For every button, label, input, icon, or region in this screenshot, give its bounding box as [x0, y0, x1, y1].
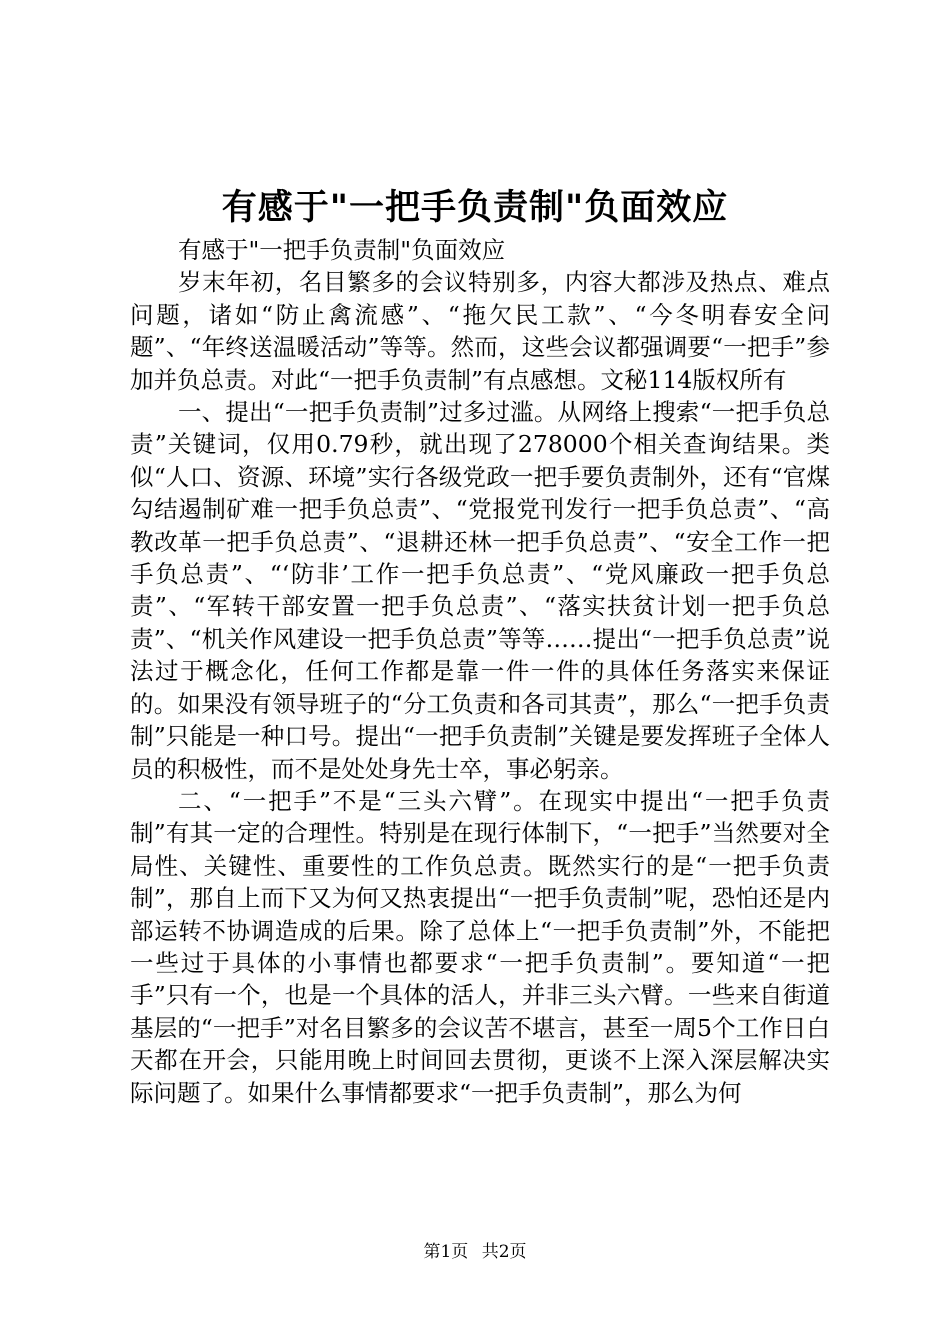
paragraph-intro: 岁末年初，名目繁多的会议特别多，内容大都涉及热点、难点问题，诸如“防止禽流感”、“拖欠民工款”、“今冬明春安全问题”、“年终送温暖活动”等等。然而，这些会议都强调要“一把手”参加并负总责。对此“一把手负责制”有点感想。文秘114版权所有 [130, 268, 830, 394]
paragraph-section-two: 二、“一把手”不是“三头六臂”。在现实中提出“一把手负责制”有其一定的合理性。特别是在现行体制下，“一把手”当然要对全局性、关键性、重要性的工作负总责。既然实行的是“一把手负责制”，那自上而下又为何又热衷提出“一把手负责制”呢，恐怕还是内部运转不协调造成的后果。除了总体上“一把手负责制”外，不能把一些过于具体的小事情也都要求“一把手负责制”。要知道“一把手”只有一个，也是一个具体的活人，并非三头六臂。一些来自街道基层的“一把手”对名目繁多的会议苦不堪言，甚至一周5个工作日白天都在开会，只能用晚上时间回去贯彻，更谈不上深入深层解决实际问题了。如果什么事情都要求“一把手负责制”，那么为何 [130, 786, 830, 1107]
page-footer [0, 1240, 950, 1264]
paragraph-section-one: 一、提出“一把手负责制”过多过滥。从网络上搜索“一把手负总责”关键词，仅用0.79秒，就出现了278000个相关查询结果。类似“人口、资源、环境”实行各级党政一把手要负责制外，还有“官煤勾结遏制矿难一把手负总责”、“党报党刊发行一把手负总责”、“高教改革一把手负总责”、“退耕还林一把手负总责”、“安全工作一把手负总责”、“‘防非’工作一把手负总责”、“党风廉政一把手负总责”、“军转干部安置一把手负总责”、“落实扶贫计划一把手负总责”、“机关作风建设一把手负总责”等等……提出“一把手负总责”说法过于概念化，任何工作都是靠一件一件的具体任务落实来保证的。如果没有领导班子的“分工负责和各司其责”，那么“一把手负责制”只能是一种口号。提出“一把手负责制”关键是要发挥班子全体人员的积极性，而不是处处身先士卒，事必躬亲。 [130, 398, 830, 783]
document-body [130, 234, 830, 1109]
page-total: 共2页 [481, 1242, 527, 1262]
page-number: 第1页 [423, 1242, 469, 1262]
document-title: 有感于"一把手负责制"负面效应 [221, 187, 729, 228]
paragraph-subtitle: 有感于"一把手负责制"负面效应 [178, 236, 506, 264]
